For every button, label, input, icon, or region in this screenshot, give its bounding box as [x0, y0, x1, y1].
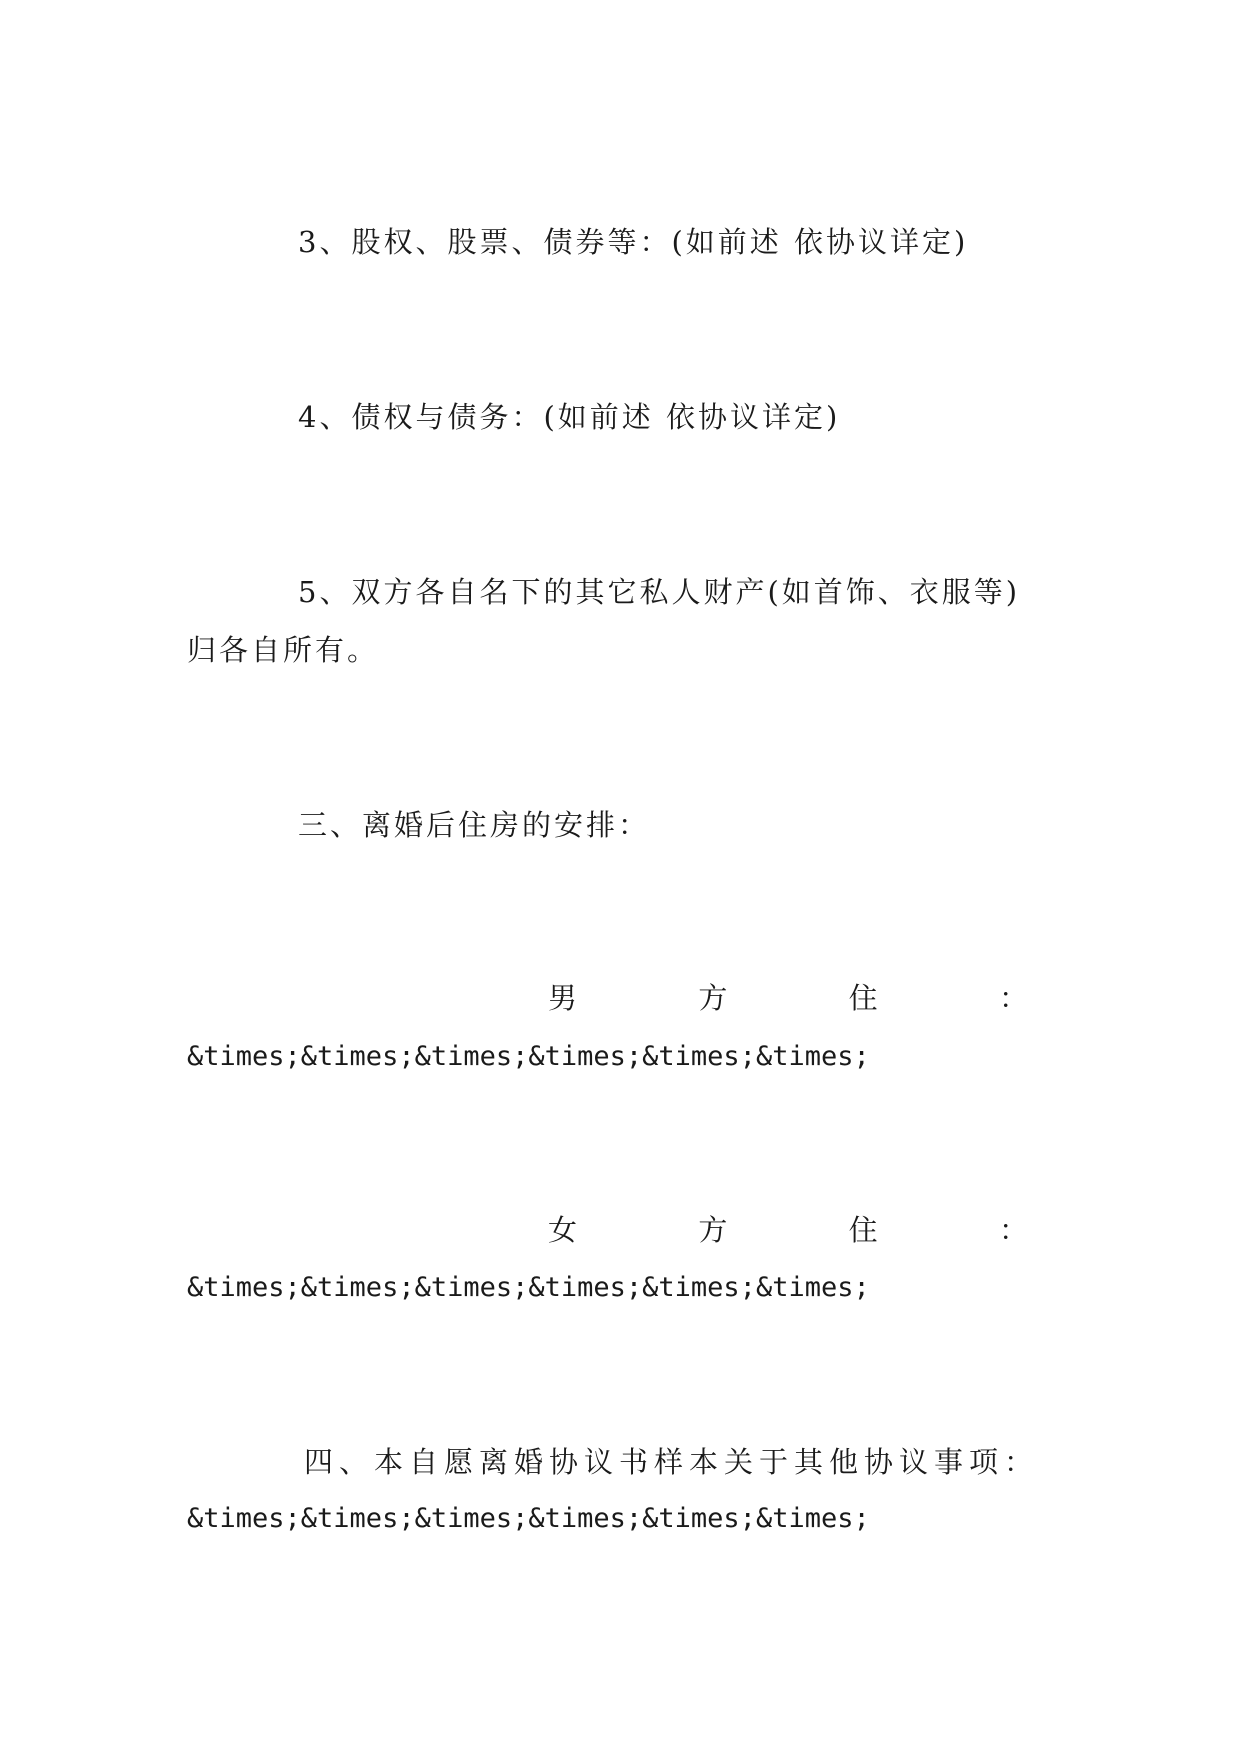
item-5-private-property-continued: 归各自所有。: [187, 633, 380, 667]
male-residence-value: &times;&times;&times;&times;&times;&times;: [187, 1041, 870, 1072]
item-4-claims-debts: 4、债权与债务：(如前述 依协议详定): [298, 400, 841, 434]
section-4-other-matters-value: &times;&times;&times;&times;&times;&times;: [187, 1503, 870, 1534]
male-residence-char-1: 男: [548, 981, 578, 1015]
item-3-equity-stocks-bonds: 3、股权、股票、债券等：(如前述 依协议详定): [298, 225, 969, 259]
female-residence-char-1: 女: [548, 1213, 578, 1247]
male-residence-char-3: 住: [848, 981, 878, 1015]
male-residence-colon: ：: [998, 981, 1028, 1015]
female-residence-value: &times;&times;&times;&times;&times;&times;: [187, 1272, 870, 1303]
female-residence-colon: ：: [998, 1213, 1028, 1247]
male-residence-label: [548, 978, 1028, 1018]
female-residence-label: [548, 1210, 1028, 1250]
female-residence-char-2: 方: [698, 1213, 728, 1247]
section-3-housing-title: 三、离婚后住房的安排：: [298, 808, 651, 842]
item-5-private-property: 5、双方各自名下的其它私人财产(如首饰、衣服等): [298, 575, 1021, 609]
section-4-other-matters-title: 四、本自愿离婚协议书样本关于其他协议事项：: [304, 1445, 1040, 1479]
female-residence-char-3: 住: [848, 1213, 878, 1247]
male-residence-char-2: 方: [698, 981, 728, 1015]
